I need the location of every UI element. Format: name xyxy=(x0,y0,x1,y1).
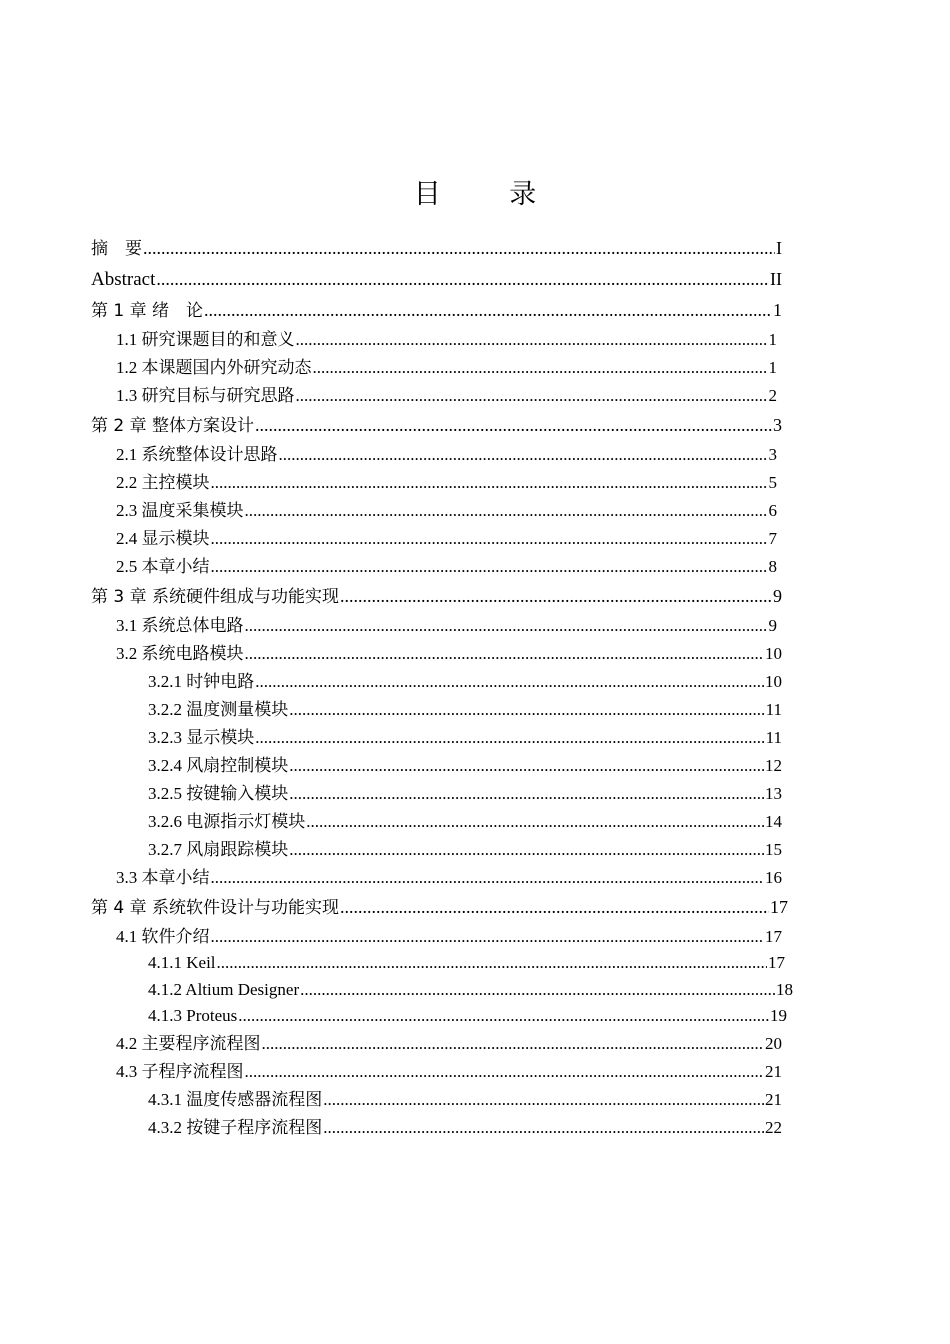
toc-leader xyxy=(289,697,764,723)
toc-leader xyxy=(296,383,768,409)
toc-entry-label: 第 1 章 绪 论 xyxy=(91,301,204,321)
toc-entry-label: 3.2.3 显示模块 xyxy=(148,728,255,747)
toc-entry-1-1[interactable] xyxy=(116,327,777,353)
toc-entry-2-4[interactable] xyxy=(116,526,777,552)
toc-entry-label: Abstract xyxy=(91,269,156,290)
toc-leader xyxy=(313,355,768,381)
toc-entry-chapter-4[interactable] xyxy=(91,894,788,920)
toc-entry-label: 2.1 系统整体设计思路 xyxy=(116,445,278,464)
toc-entry-label: 3.3 本章小结 xyxy=(116,868,210,887)
toc-leader xyxy=(211,924,765,950)
toc-entry-page: 19 xyxy=(770,1006,787,1025)
toc-entry-page: 11 xyxy=(765,700,782,719)
toc-entry-page: 22 xyxy=(765,1118,782,1137)
toc-entry-page: 6 xyxy=(768,501,777,520)
toc-entry-label: 3.2.5 按键输入模块 xyxy=(148,784,289,803)
toc-leader xyxy=(255,669,764,695)
toc-entry-page: 1 xyxy=(768,330,777,349)
toc-entry-4-1-1[interactable] xyxy=(148,950,785,976)
toc-leader xyxy=(211,554,768,580)
toc-entry-label: 4.2 主要程序流程图 xyxy=(116,1034,261,1053)
toc-entry-2-1[interactable] xyxy=(116,442,777,468)
toc-leader xyxy=(255,412,772,438)
toc-entry-page: 21 xyxy=(765,1090,782,1109)
toc-entry-page: 2 xyxy=(768,386,777,405)
toc-entry-4-2[interactable] xyxy=(116,1031,782,1057)
toc-leader xyxy=(289,837,764,863)
toc-entry-chapter-1[interactable] xyxy=(91,297,782,323)
toc-entry-label: 3.2.2 温度测量模块 xyxy=(148,700,289,719)
toc-leader xyxy=(245,1059,765,1085)
toc-leader xyxy=(211,526,768,552)
toc-leader xyxy=(300,977,775,1003)
toc-entry-page: 1 xyxy=(773,300,782,320)
toc-entry-page: 10 xyxy=(765,644,782,663)
toc-entry-3-2[interactable] xyxy=(116,641,782,667)
toc-entry-2-5[interactable] xyxy=(116,554,777,580)
toc-entry-page: 12 xyxy=(765,756,782,775)
toc-leader xyxy=(262,1031,765,1057)
toc-leader xyxy=(245,498,768,524)
toc-entry-label: 3.1 系统总体电路 xyxy=(116,616,244,635)
toc-entry-abstract-cn[interactable] xyxy=(91,235,782,261)
toc-entry-page: 17 xyxy=(765,927,782,946)
toc-leader xyxy=(279,442,768,468)
toc-entry-label: 2.3 温度采集模块 xyxy=(116,501,244,520)
toc-entry-chapter-3[interactable] xyxy=(91,583,782,609)
toc-entry-2-2[interactable] xyxy=(116,470,777,496)
toc-entry-3-2-3[interactable] xyxy=(148,725,782,751)
toc-leader xyxy=(238,1003,769,1029)
toc-leader xyxy=(340,583,772,609)
toc-entry-page: 7 xyxy=(768,529,777,548)
toc-entry-3-2-1[interactable] xyxy=(148,669,782,695)
toc-entry-label: 3.2 系统电路模块 xyxy=(116,644,244,663)
toc-entry-4-3-1[interactable] xyxy=(148,1087,782,1113)
toc-entry-label: 摘 要 xyxy=(91,239,142,259)
toc-entry-1-2[interactable] xyxy=(116,355,777,381)
toc-leader xyxy=(211,865,765,891)
toc-entry-label: 2.4 显示模块 xyxy=(116,529,210,548)
toc-entry-page: 5 xyxy=(768,473,777,492)
toc-entry-label: 第 2 章 整体方案设计 xyxy=(91,416,255,436)
toc-leader xyxy=(245,613,768,639)
toc-entry-4-3-2[interactable] xyxy=(148,1115,782,1141)
toc-entry-3-3[interactable] xyxy=(116,865,782,891)
toc-entry-page: 3 xyxy=(773,415,782,435)
toc-leader xyxy=(323,1087,764,1113)
toc-leader xyxy=(211,470,768,496)
toc-entry-page: 18 xyxy=(776,980,793,999)
toc-entry-page: 15 xyxy=(765,840,782,859)
toc-entry-page: 9 xyxy=(773,586,782,606)
toc-entry-page: 11 xyxy=(765,728,782,747)
toc-leader xyxy=(217,950,767,976)
toc-leader xyxy=(296,327,768,353)
toc-entry-label: 1.3 研究目标与研究思路 xyxy=(116,386,295,405)
toc-entry-label: 4.3.1 温度传感器流程图 xyxy=(148,1090,323,1109)
toc-entry-4-3[interactable] xyxy=(116,1059,782,1085)
toc-entry-page: 8 xyxy=(768,557,777,576)
toc-entry-page: 3 xyxy=(768,445,777,464)
toc-entry-label: 4.3 子程序流程图 xyxy=(116,1062,244,1081)
toc-entry-page: 17 xyxy=(768,953,785,972)
toc-entry-4-1-2[interactable] xyxy=(148,977,793,1003)
toc-entry-label: 1.1 研究课题目的和意义 xyxy=(116,330,295,349)
toc-leader xyxy=(143,235,775,261)
toc-entry-label: 4.1.2 Altium Designer xyxy=(148,980,300,999)
toc-entry-page: 9 xyxy=(768,616,777,635)
toc-leader xyxy=(289,753,764,779)
toc-entry-3-2-6[interactable] xyxy=(148,809,782,835)
toc-entry-page: 14 xyxy=(765,812,782,831)
page-title: 目 录 xyxy=(413,179,567,210)
toc-entry-page: 17 xyxy=(770,897,788,917)
toc-entry-chapter-2[interactable] xyxy=(91,412,782,438)
toc-entry-label: 4.3.2 按键子程序流程图 xyxy=(148,1118,323,1137)
toc-entry-3-2-4[interactable] xyxy=(148,753,782,779)
toc-entry-page: 16 xyxy=(765,868,782,887)
toc-leader xyxy=(255,725,764,751)
toc-entry-label: 4.1 软件介绍 xyxy=(116,927,210,946)
toc-entry-label: 3.2.6 电源指示灯模块 xyxy=(148,812,306,831)
toc-leader xyxy=(306,809,764,835)
toc-entry-page: II xyxy=(770,269,782,289)
toc-entry-label: 3.2.7 风扇跟踪模块 xyxy=(148,840,289,859)
toc-entry-page: 1 xyxy=(768,358,777,377)
toc-leader xyxy=(340,894,769,920)
toc-entry-label: 1.2 本课题国内外研究动态 xyxy=(116,358,312,377)
toc-entry-label: 2.2 主控模块 xyxy=(116,473,210,492)
toc-entry-4-1-3[interactable] xyxy=(148,1003,787,1029)
toc-entry-label: 3.2.4 风扇控制模块 xyxy=(148,756,289,775)
toc-entry-3-2-2[interactable] xyxy=(148,697,782,723)
toc-entry-4-1[interactable] xyxy=(116,924,782,950)
toc-entry-label: 第 4 章 系统软件设计与功能实现 xyxy=(91,898,340,918)
toc-entry-page: 20 xyxy=(765,1034,782,1053)
toc-entry-page: 21 xyxy=(765,1062,782,1081)
toc-entry-abstract-en[interactable] xyxy=(91,266,782,292)
toc-entry-label: 第 3 章 系统硬件组成与功能实现 xyxy=(91,587,340,607)
toc-entry-label: 2.5 本章小结 xyxy=(116,557,210,576)
toc-entry-3-1[interactable] xyxy=(116,613,777,639)
toc-entry-3-2-5[interactable] xyxy=(148,781,782,807)
toc-entry-page: 13 xyxy=(765,784,782,803)
toc-leader xyxy=(289,781,764,807)
toc-entry-page: 10 xyxy=(765,672,782,691)
toc-entry-label: 4.1.3 Proteus xyxy=(148,1006,238,1025)
toc-entry-3-2-7[interactable] xyxy=(148,837,782,863)
toc-entry-page: I xyxy=(776,238,782,258)
toc-entry-2-3[interactable] xyxy=(116,498,777,524)
toc-leader xyxy=(156,266,769,292)
toc-entry-1-3[interactable] xyxy=(116,383,777,409)
toc-leader xyxy=(245,641,765,667)
toc-entry-label: 3.2.1 时钟电路 xyxy=(148,672,255,691)
toc-leader xyxy=(323,1115,764,1141)
toc-leader xyxy=(204,297,772,323)
toc-entry-label: 4.1.1 Keil xyxy=(148,953,216,972)
